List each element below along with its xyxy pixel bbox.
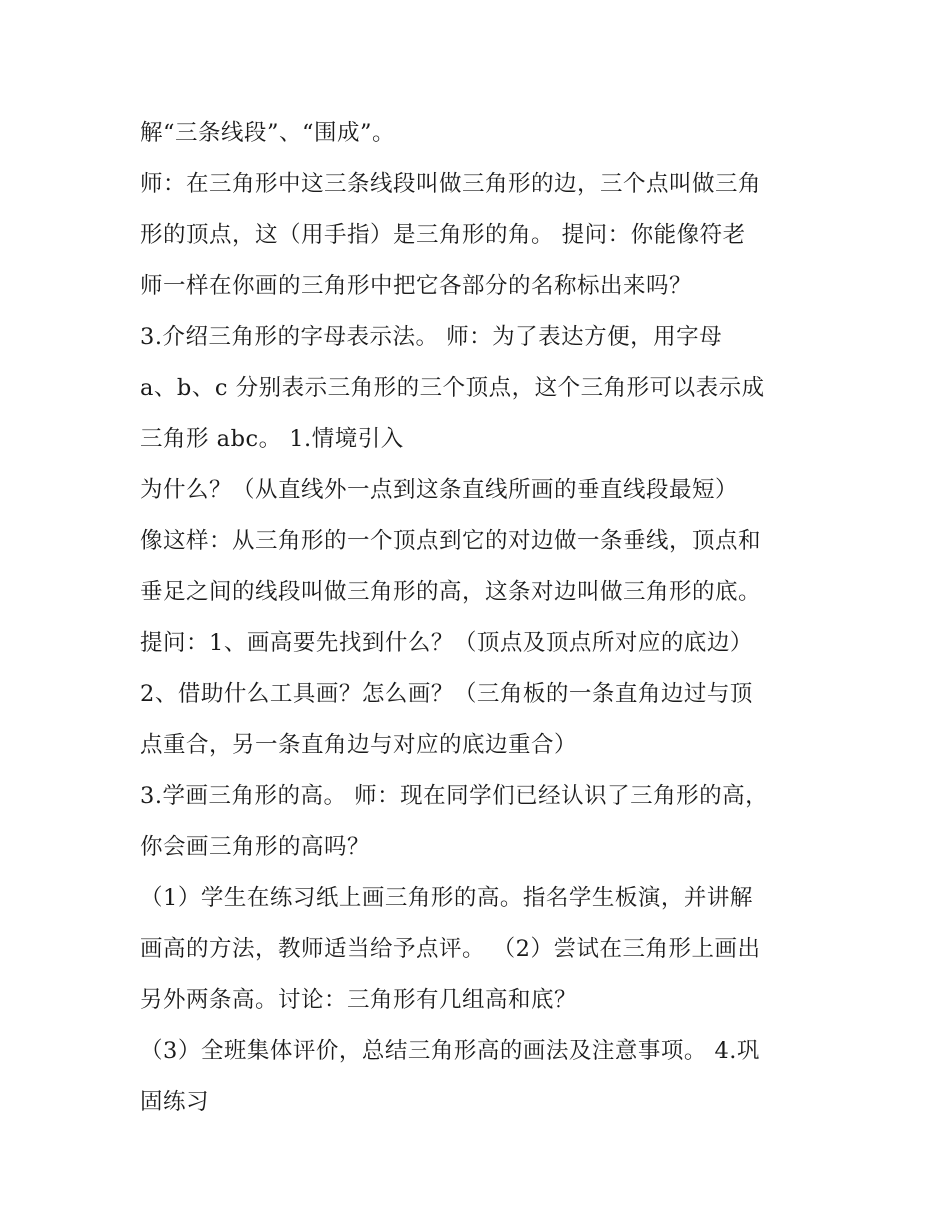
text-line: 垂足之间的线段叫做三角形的高，这条对边叫做三角形的底。 [140, 579, 762, 605]
text-line: 3.学画三角形的高。 师：现在同学们已经认识了三角形的高， [140, 783, 769, 809]
text-line: 为什么？（从直线外一点到这条直线所画的垂直线段最短） [140, 477, 739, 503]
text-line: （1）学生在练习纸上画三角形的高。指名学生板演，并讲解 [140, 885, 753, 911]
text-line: 另外两条高。讨论：三角形有几组高和底？ [140, 987, 578, 1013]
text-line: 三角形 abc。 1.情境引入 [140, 426, 404, 452]
text-line: 3.介绍三角形的字母表示法。 师：为了表达方便，用字母 [140, 324, 723, 350]
text-line: （3）全班集体评价，总结三角形高的画法及注意事项。 4.巩 [140, 1038, 760, 1064]
text-line: 固练习 [140, 1089, 210, 1115]
text-line: 解“三条线段”、“围成”。 [140, 120, 396, 146]
text-line: 师：在三角形中这三条线段叫做三角形的边，三个点叫做三角 [140, 171, 762, 197]
text-line: 点重合，另一条直角边与对应的底边重合） [140, 732, 578, 758]
text-line: 画高的方法，教师适当给予点评。 （2）尝试在三角形上画出 [140, 936, 761, 962]
text-line: 提问：1、画高要先找到什么？（顶点及顶点所对应的底边） [140, 630, 753, 656]
text-line: 形的顶点，这（用手指）是三角形的角。 提问：你能像符老 [140, 222, 746, 248]
text-line: 师一样在你画的三角形中把它各部分的名称标出来吗？ [140, 273, 693, 299]
text-line: a、b、c 分别表示三角形的三个顶点，这个三角形可以表示成 [140, 375, 765, 401]
text-line: 像这样：从三角形的一个顶点到它的对边做一条垂线，顶点和 [140, 528, 762, 554]
text-line: 你会画三角形的高吗？ [140, 834, 371, 860]
text-line: 2、借助什么工具画？怎么画？（三角板的一条直角边过与顶 [140, 681, 753, 707]
document-body [140, 108, 830, 1128]
